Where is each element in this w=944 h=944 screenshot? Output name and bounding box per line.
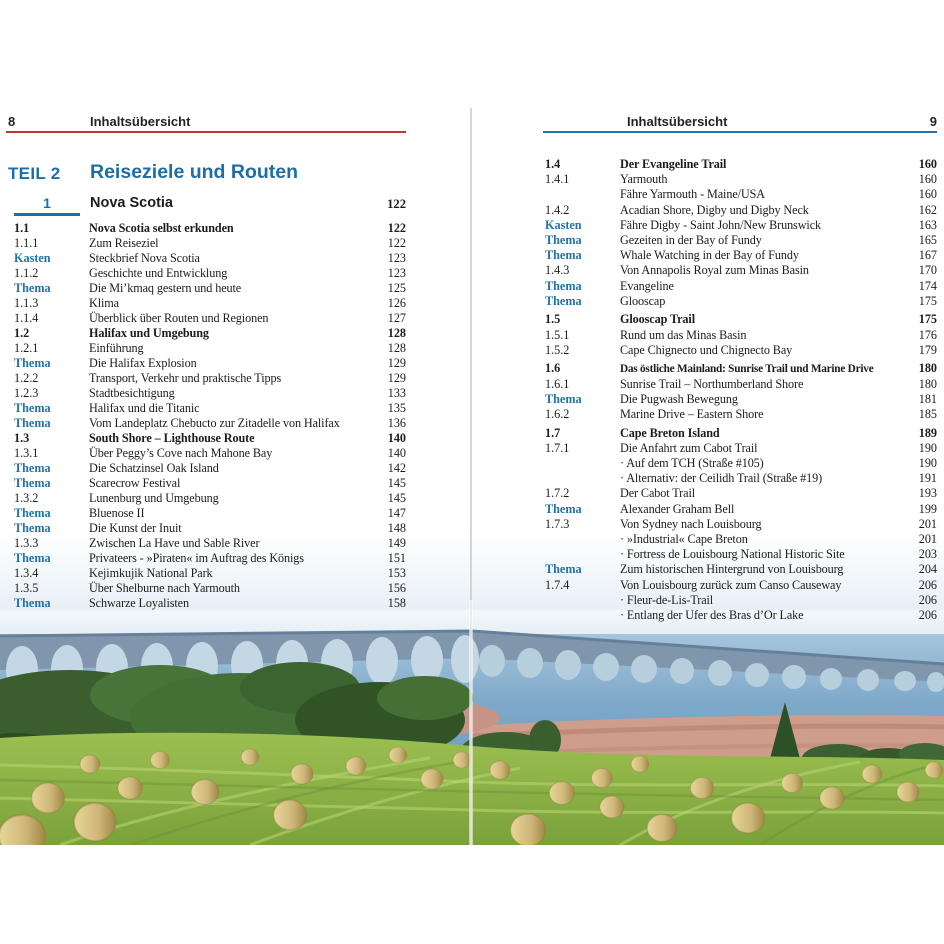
toc-row-label: Thema	[545, 232, 582, 247]
toc-row-page: 123	[387, 251, 406, 265]
part-title: Reiseziele und Routen	[90, 161, 299, 183]
toc-row-page: 128	[387, 326, 406, 340]
toc-row-title: Zum historischen Hintergrund von Louisbourg	[620, 562, 844, 577]
toc-row-title: · Entlang der Ufer des Bras d’Or Lake	[620, 607, 804, 622]
toc-row-label: 1.5.1	[545, 327, 570, 342]
toc-row-page: 203	[918, 547, 937, 562]
toc-row-label: 1.4.3	[545, 263, 570, 278]
toc-row	[545, 187, 937, 202]
toc-row-title: Die Pugwash Bewegung	[620, 391, 738, 406]
toc-row-title: · »Industrial« Cape Breton	[620, 532, 748, 546]
toc-row-page: 180	[918, 361, 937, 376]
toc-row-label: 1.3	[14, 431, 30, 445]
toc-row-title: Rund um das Minas Basin	[620, 327, 747, 342]
toc-row	[545, 471, 937, 486]
toc-row-title: Marine Drive – Eastern Shore	[620, 407, 764, 421]
toc-row	[545, 279, 937, 294]
toc-row-label: Thema	[545, 391, 582, 406]
toc-row-label: Thema	[14, 596, 51, 610]
right-page-header	[543, 114, 937, 132]
toc-row-label: Kasten	[14, 251, 51, 265]
toc-row	[14, 431, 406, 446]
toc-row-title: Der Cabot Trail	[620, 486, 696, 501]
toc-row	[545, 517, 937, 532]
toc-row-title: Acadian Shore, Digby und Digby Neck	[620, 202, 809, 217]
toc-row	[14, 596, 406, 611]
toc-row-label: 1.5.2	[545, 342, 570, 357]
toc-row-title: Klima	[89, 296, 119, 310]
toc-row-label: 1.2	[14, 326, 30, 340]
toc-row-title: Die Anfahrt zum Cabot Trail	[620, 440, 758, 455]
toc-rows-left	[14, 221, 406, 611]
toc-row	[14, 461, 406, 476]
toc-row	[14, 296, 406, 311]
toc-row-label: 1.3.1	[14, 446, 39, 460]
toc-row-label: Kasten	[545, 217, 582, 232]
toc-row-label: Thema	[545, 293, 582, 308]
toc-row-page: 189	[918, 425, 937, 440]
toc-row	[545, 441, 937, 456]
toc-row-title: Der Evangeline Trail	[620, 157, 727, 171]
toc-row-page: 191	[918, 471, 937, 486]
toc-row-title: Die Halifax Explosion	[89, 356, 197, 370]
toc-row	[545, 608, 937, 623]
toc-row-page: 180	[918, 376, 937, 391]
right-header-title: Inhaltsübersicht	[627, 114, 728, 129]
toc-row-label: 1.7.1	[545, 440, 570, 455]
toc-row-label: Thema	[14, 281, 51, 295]
toc-row-title: Das östliche Mainland: Sunrise Trail und Marine Drive	[620, 363, 874, 376]
toc-row-page: 190	[918, 440, 937, 455]
toc-row-page: 128	[387, 341, 406, 355]
toc-row-label: 1.2.1	[14, 341, 39, 355]
toc-row	[14, 236, 406, 251]
toc-row	[14, 536, 406, 551]
toc-row-label: 1.3.4	[14, 566, 39, 580]
toc-row	[14, 581, 406, 596]
toc-row	[545, 218, 937, 233]
toc-row-page: 201	[918, 532, 937, 546]
toc-row-page: 156	[387, 581, 406, 595]
toc-row-page: 175	[918, 312, 937, 327]
toc-row-title: Bluenose II	[89, 506, 145, 520]
toc-row-page: 122	[387, 221, 406, 235]
toc-row-title: Geschichte und Entwicklung	[89, 266, 228, 280]
toc-row-page: 179	[918, 342, 937, 357]
toc-row-title: Glooscap Trail	[620, 312, 696, 327]
toc-row-title: Von Sydney nach Louisbourg	[620, 516, 762, 531]
toc-row-label: 1.4.2	[545, 202, 570, 217]
toc-row-page: 160	[918, 157, 937, 171]
toc-row	[14, 251, 406, 266]
toc-row	[545, 172, 937, 187]
left-page-header	[6, 114, 406, 132]
toc-row-title: Über Peggy’s Cove nach Mahone Bay	[89, 446, 273, 460]
toc-row-title: Halifax und Umgebung	[89, 326, 209, 340]
toc-row-title: Cape Breton Island	[620, 425, 720, 440]
toc-row	[14, 266, 406, 281]
toc-row-title: Über Shelburne nach Yarmouth	[89, 581, 240, 595]
toc-row-page: 170	[918, 263, 937, 278]
toc-row	[545, 248, 937, 263]
toc-row-title: Überblick über Routen und Regionen	[89, 311, 269, 325]
toc-row-title: Whale Watching in der Bay of Fundy	[620, 248, 799, 263]
toc-row-page: 145	[387, 476, 406, 490]
toc-row-page: 193	[918, 486, 937, 501]
toc-row-title: Transport, Verkehr und praktische Tipps	[89, 371, 282, 385]
toc-row-label: 1.1.3	[14, 296, 39, 310]
chapter-page-ref: 122	[387, 197, 406, 211]
toc-row	[545, 294, 937, 309]
toc-row-title: Schwarze Loyalisten	[89, 596, 189, 610]
toc-row-page: 140	[387, 431, 406, 445]
toc-row	[545, 263, 937, 278]
toc-row-title: Yarmouth	[620, 172, 668, 187]
toc-row-page: 190	[918, 456, 937, 471]
toc-row-page: 122	[387, 236, 406, 250]
toc-row-page: 181	[918, 391, 937, 406]
toc-row-page: 185	[918, 407, 937, 421]
toc-row	[14, 566, 406, 581]
toc-row	[14, 551, 406, 566]
toc-row-label: Thema	[14, 506, 51, 520]
toc-row-title: Gezeiten in der Bay of Fundy	[620, 232, 762, 247]
toc-row-title: · Alternativ: der Ceilidh Trail (Straße #19)	[620, 471, 823, 486]
toc-row	[545, 377, 937, 392]
toc-row-page: 158	[387, 596, 406, 610]
toc-row-title: Fähre Digby - Saint John/New Brunswick	[620, 217, 821, 232]
toc-row-title: Scarecrow Festival	[89, 476, 181, 490]
toc-row	[14, 356, 406, 371]
toc-row-page: 162	[918, 202, 937, 217]
chapter-number: 1	[14, 195, 80, 216]
toc-row-label: 1.3.5	[14, 581, 39, 595]
toc-row-title: Nova Scotia selbst erkunden	[89, 221, 234, 235]
toc-row-label: Thema	[545, 501, 582, 516]
toc-row	[545, 426, 937, 441]
toc-row	[545, 392, 937, 407]
toc-row-title: Steckbrief Nova Scotia	[89, 251, 200, 265]
toc-row-title: South Shore – Lighthouse Route	[89, 431, 255, 445]
toc-row-label: 1.5	[545, 312, 561, 327]
toc-row-page: 165	[918, 232, 937, 247]
toc-row-title: Die Mi’kmaq gestern und heute	[89, 281, 242, 295]
toc-row-page: 160	[918, 187, 937, 202]
toc-row-title: Von Louisbourg zurück zum Canso Causeway	[620, 577, 842, 592]
toc-row	[14, 281, 406, 296]
toc-row	[545, 343, 937, 358]
toc-row-page: 147	[387, 506, 406, 520]
toc-row	[14, 401, 406, 416]
toc-row	[545, 502, 937, 517]
toc-row-label: Thema	[14, 476, 51, 490]
toc-row-label: Thema	[14, 521, 51, 535]
toc-row-title: · Fortress de Louisbourg National Historic Site	[620, 547, 845, 562]
toc-row-page: 174	[918, 278, 937, 293]
toc-row	[545, 361, 937, 376]
toc-row	[545, 547, 937, 562]
toc-row-page: 127	[387, 311, 406, 325]
toc-row-label: 1.3.2	[14, 491, 39, 505]
toc-row-page: 129	[387, 371, 406, 385]
part-heading	[8, 161, 408, 187]
toc-row-label: 1.1.2	[14, 266, 39, 280]
toc-row-page: 129	[387, 356, 406, 370]
toc-row-label: Thema	[545, 248, 582, 263]
toc-row-page: 160	[918, 172, 937, 187]
chapter-row	[14, 194, 406, 216]
toc-row	[14, 326, 406, 341]
toc-row-label: 1.7	[545, 425, 561, 440]
page-gutter-photo-seam	[469, 600, 473, 845]
toc-row-page: 140	[387, 446, 406, 460]
toc-row-page: 206	[918, 577, 937, 592]
toc-row-label: Thema	[14, 461, 51, 475]
part-label: TEIL 2	[8, 164, 61, 183]
toc-row	[545, 456, 937, 471]
toc-row-label: Thema	[14, 356, 51, 370]
toc-row-title: Stadtbesichtigung	[89, 386, 175, 400]
toc-row-label: 1.2.2	[14, 371, 39, 385]
toc-row-title: · Fleur-de-Lis-Trail	[620, 592, 714, 607]
toc-row-label: Thema	[14, 551, 51, 565]
toc-row-title: Einführung	[89, 341, 144, 355]
toc-row	[14, 341, 406, 356]
toc-row-label: 1.6	[545, 361, 561, 376]
toc-row	[14, 506, 406, 521]
toc-row-label: Thema	[14, 401, 51, 415]
toc-row-title: · Auf dem TCH (Straße #105)	[620, 456, 764, 471]
toc-row-page: 199	[918, 501, 937, 516]
toc-row-page: 151	[387, 551, 406, 565]
toc-row	[14, 386, 406, 401]
toc-row-title: Sunrise Trail – Northumberland Shore	[620, 376, 804, 391]
toc-row	[545, 486, 937, 501]
toc-row-title: Alexander Graham Bell	[620, 501, 735, 516]
toc-row	[545, 578, 937, 593]
toc-row-page: 204	[918, 562, 937, 577]
toc-row	[545, 532, 937, 547]
toc-row	[545, 593, 937, 608]
toc-row	[545, 328, 937, 343]
toc-row-page: 136	[387, 416, 406, 430]
toc-row-label: 1.4	[545, 157, 561, 171]
toc-row-label: 1.1.1	[14, 236, 39, 250]
left-header-rule	[6, 131, 406, 133]
toc-row-title: Glooscap	[620, 293, 666, 308]
right-page-number: 9	[929, 114, 937, 129]
toc-row	[545, 407, 937, 422]
toc-row	[14, 491, 406, 506]
toc-row-title: Die Kunst der Inuit	[89, 521, 182, 535]
toc-row-title: Zwischen La Have und Sable River	[89, 536, 260, 550]
toc-row-label: 1.7.4	[545, 577, 570, 592]
toc-row-label: 1.2.3	[14, 386, 39, 400]
toc-row-page: 201	[918, 516, 937, 531]
toc-row-label: 1.6.2	[545, 407, 570, 421]
toc-row	[545, 233, 937, 248]
toc-row-page: 133	[387, 386, 406, 400]
toc-row-title: Die Schatzinsel Oak Island	[89, 461, 219, 475]
toc-row-title: Fähre Yarmouth - Maine/USA	[620, 187, 765, 202]
toc-row	[14, 311, 406, 326]
toc-row-label: 1.7.2	[545, 486, 570, 501]
toc-row	[14, 521, 406, 536]
toc-row-title: Kejimkujik National Park	[89, 566, 213, 580]
toc-row-label: 1.1.4	[14, 311, 39, 325]
toc-row-page: 135	[387, 401, 406, 415]
toc-row	[545, 203, 937, 218]
toc-row	[545, 312, 937, 327]
toc-row-page: 149	[387, 536, 406, 550]
toc-row-title: Cape Chignecto und Chignecto Bay	[620, 342, 793, 357]
toc-row-label: 1.7.3	[545, 516, 570, 531]
toc-row	[545, 157, 937, 172]
toc-row-page: 126	[387, 296, 406, 310]
toc-row-page: 175	[918, 293, 937, 308]
toc-row-page: 142	[387, 461, 406, 475]
toc-row-page: 176	[918, 327, 937, 342]
toc-row-title: Lunenburg und Umgebung	[89, 491, 219, 505]
left-header-title: Inhaltsübersicht	[90, 114, 191, 129]
toc-row	[545, 562, 937, 577]
left-page-number: 8	[8, 114, 16, 129]
toc-row-title: Privateers - »Piraten« im Auftrag des Königs	[89, 551, 304, 565]
toc-row-title: Evangeline	[620, 278, 674, 293]
toc-row-page: 125	[387, 281, 406, 295]
toc-row-page: 123	[387, 266, 406, 280]
toc-row-page: 145	[387, 491, 406, 505]
chapter-title: Nova Scotia	[90, 195, 173, 211]
toc-row-title: Vom Landeplatz Chebucto zur Zitadelle von Halifax	[89, 416, 340, 430]
toc-row	[14, 416, 406, 431]
toc-row-title: Halifax und die Titanic	[89, 401, 200, 415]
toc-row-page: 148	[387, 521, 406, 535]
right-header-rule	[543, 131, 937, 133]
toc-row-label: Thema	[14, 416, 51, 430]
toc-row-label: Thema	[545, 562, 582, 577]
toc-row	[14, 476, 406, 491]
toc-row-label: 1.3.3	[14, 536, 39, 550]
toc-row	[14, 221, 406, 236]
toc-row-title: Von Annapolis Royal zum Minas Basin	[620, 263, 809, 278]
toc-row-page: 206	[918, 607, 937, 622]
toc-row-title: Zum Reiseziel	[89, 236, 159, 250]
toc-row-label: 1.4.1	[545, 172, 570, 187]
toc-row-page: 153	[387, 566, 406, 580]
toc-row-label: 1.6.1	[545, 376, 570, 391]
toc-row-label: 1.1	[14, 221, 30, 235]
toc-row-label: Thema	[545, 278, 582, 293]
toc-row-page: 206	[918, 592, 937, 607]
toc-rows-right	[545, 157, 937, 623]
toc-row	[14, 446, 406, 461]
toc-row	[14, 371, 406, 386]
toc-row-page: 163	[918, 217, 937, 232]
toc-row-page: 167	[918, 248, 937, 263]
